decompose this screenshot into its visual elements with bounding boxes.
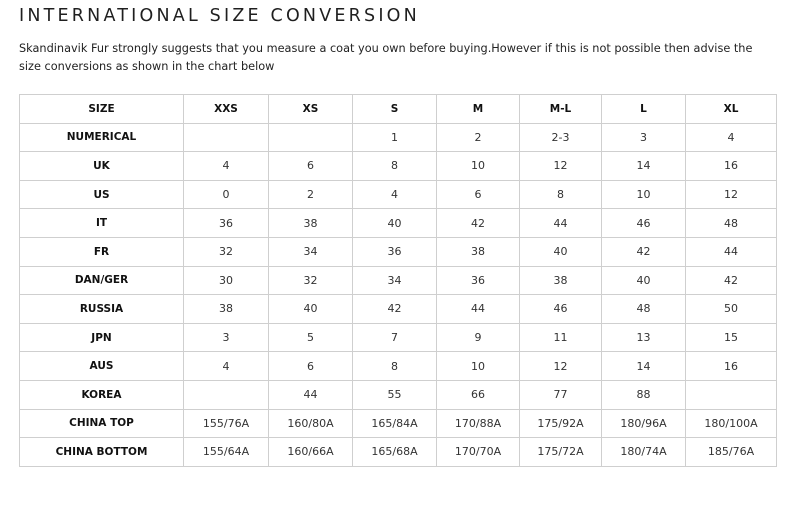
table-row xyxy=(20,438,777,467)
table-cell: 160/80A xyxy=(269,409,353,438)
table-cell: 38 xyxy=(269,209,353,238)
table-cell: 48 xyxy=(686,209,777,238)
row-label: IT xyxy=(20,209,184,238)
table-cell: 34 xyxy=(269,237,353,266)
table-cell: 3 xyxy=(184,323,269,352)
table-cell: 4 xyxy=(184,152,269,181)
column-header: S xyxy=(353,95,437,124)
table-cell: 165/84A xyxy=(353,409,437,438)
table-cell: 12 xyxy=(686,180,777,209)
table-cell: 2 xyxy=(269,180,353,209)
size-conversion-table xyxy=(19,94,777,467)
table-cell xyxy=(686,380,777,409)
table-cell: 16 xyxy=(686,152,777,181)
table-cell: 44 xyxy=(437,295,520,324)
table-cell xyxy=(184,123,269,152)
table-cell: 14 xyxy=(602,352,686,381)
column-header: XL xyxy=(686,95,777,124)
table-cell: 46 xyxy=(602,209,686,238)
table-cell: 40 xyxy=(602,266,686,295)
intro-text: Skandinavik Fur strongly suggests that you measure a coat you own before buying.However if this is not possible then advise the size conversions as shown in the chart below xyxy=(19,42,753,73)
table-row xyxy=(20,409,777,438)
table-cell: 180/100A xyxy=(686,409,777,438)
table-row xyxy=(20,209,777,238)
column-header: SIZE xyxy=(20,95,184,124)
table-cell: 12 xyxy=(520,152,602,181)
table-cell: 42 xyxy=(686,266,777,295)
table-header-row xyxy=(20,95,777,124)
table-cell: 32 xyxy=(184,237,269,266)
table-cell: 12 xyxy=(520,352,602,381)
table-cell: 8 xyxy=(353,352,437,381)
column-header: XS xyxy=(269,95,353,124)
table-cell: 7 xyxy=(353,323,437,352)
table-cell: 0 xyxy=(184,180,269,209)
row-label: RUSSIA xyxy=(20,295,184,324)
row-label: JPN xyxy=(20,323,184,352)
table-cell: 44 xyxy=(686,237,777,266)
column-header: M-L xyxy=(520,95,602,124)
table-cell: 10 xyxy=(602,180,686,209)
table-cell: 32 xyxy=(269,266,353,295)
table-cell: 160/66A xyxy=(269,438,353,467)
table-cell: 38 xyxy=(184,295,269,324)
table-cell: 11 xyxy=(520,323,602,352)
row-label: CHINA BOTTOM xyxy=(20,438,184,467)
row-label: US xyxy=(20,180,184,209)
table-cell: 16 xyxy=(686,352,777,381)
table-cell: 5 xyxy=(269,323,353,352)
table-cell: 2-3 xyxy=(520,123,602,152)
table-cell: 66 xyxy=(437,380,520,409)
table-cell: 2 xyxy=(437,123,520,152)
table-cell: 40 xyxy=(269,295,353,324)
table-body xyxy=(20,123,777,466)
table-cell: 13 xyxy=(602,323,686,352)
table-cell: 180/96A xyxy=(602,409,686,438)
table-row xyxy=(20,380,777,409)
table-cell: 38 xyxy=(437,237,520,266)
table-cell: 185/76A xyxy=(686,438,777,467)
row-label: KOREA xyxy=(20,380,184,409)
table-cell: 175/92A xyxy=(520,409,602,438)
table-cell: 175/72A xyxy=(520,438,602,467)
table-cell: 36 xyxy=(437,266,520,295)
table-row xyxy=(20,152,777,181)
table-row xyxy=(20,266,777,295)
table-cell: 44 xyxy=(269,380,353,409)
table-cell: 38 xyxy=(520,266,602,295)
table-row xyxy=(20,123,777,152)
table-cell: 42 xyxy=(353,295,437,324)
row-label: NUMERICAL xyxy=(20,123,184,152)
table-cell: 9 xyxy=(437,323,520,352)
row-label: DAN/GER xyxy=(20,266,184,295)
table-cell: 10 xyxy=(437,352,520,381)
page-title: INTERNATIONAL SIZE CONVERSION xyxy=(19,6,420,26)
table-cell: 34 xyxy=(353,266,437,295)
table-cell: 36 xyxy=(184,209,269,238)
table-cell: 8 xyxy=(520,180,602,209)
table-row xyxy=(20,323,777,352)
table-cell: 77 xyxy=(520,380,602,409)
table-cell: 44 xyxy=(520,209,602,238)
table-cell: 3 xyxy=(602,123,686,152)
table-cell: 4 xyxy=(184,352,269,381)
table-cell xyxy=(184,380,269,409)
row-label: UK xyxy=(20,152,184,181)
table-cell: 155/64A xyxy=(184,438,269,467)
table-cell: 4 xyxy=(353,180,437,209)
row-label: CHINA TOP xyxy=(20,409,184,438)
column-header: L xyxy=(602,95,686,124)
table-cell xyxy=(269,123,353,152)
table-cell: 30 xyxy=(184,266,269,295)
table-cell: 40 xyxy=(353,209,437,238)
table-cell: 15 xyxy=(686,323,777,352)
table-cell: 8 xyxy=(353,152,437,181)
table-cell: 6 xyxy=(269,352,353,381)
table-cell: 55 xyxy=(353,380,437,409)
column-header: M xyxy=(437,95,520,124)
table-cell: 180/74A xyxy=(602,438,686,467)
table-cell: 6 xyxy=(269,152,353,181)
table-cell: 170/88A xyxy=(437,409,520,438)
table-row xyxy=(20,352,777,381)
table-cell: 155/76A xyxy=(184,409,269,438)
table-cell: 170/70A xyxy=(437,438,520,467)
table-cell: 165/68A xyxy=(353,438,437,467)
table-cell: 42 xyxy=(602,237,686,266)
table-cell: 50 xyxy=(686,295,777,324)
table-cell: 1 xyxy=(353,123,437,152)
table-cell: 42 xyxy=(437,209,520,238)
table-cell: 6 xyxy=(437,180,520,209)
table-cell: 88 xyxy=(602,380,686,409)
table-cell: 48 xyxy=(602,295,686,324)
table-cell: 36 xyxy=(353,237,437,266)
row-label: AUS xyxy=(20,352,184,381)
table-row xyxy=(20,237,777,266)
row-label: FR xyxy=(20,237,184,266)
table-cell: 14 xyxy=(602,152,686,181)
table-row xyxy=(20,180,777,209)
table-cell: 4 xyxy=(686,123,777,152)
table-cell: 40 xyxy=(520,237,602,266)
table-cell: 46 xyxy=(520,295,602,324)
column-header: XXS xyxy=(184,95,269,124)
table-cell: 10 xyxy=(437,152,520,181)
table-row xyxy=(20,295,777,324)
